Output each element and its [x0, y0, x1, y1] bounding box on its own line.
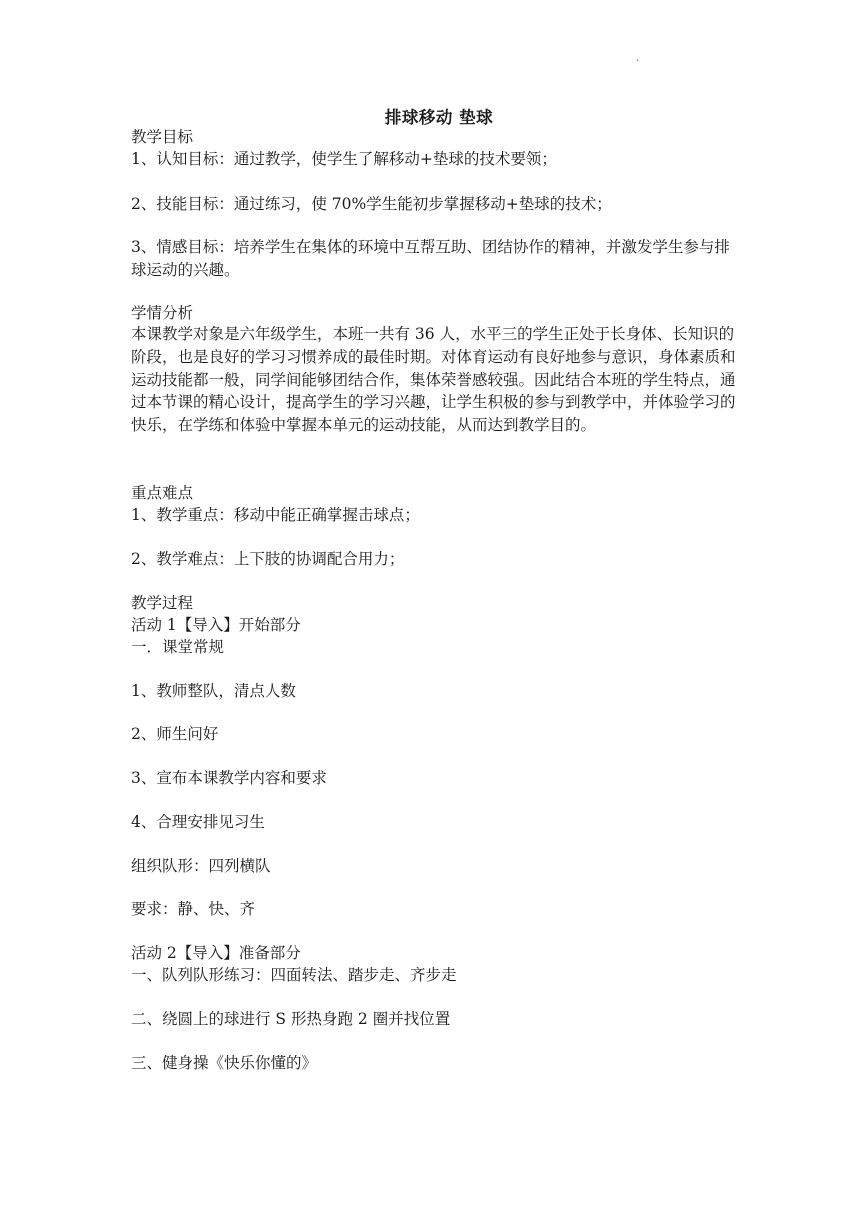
activity1-item: 3、宣布本课教学内容和要求 [131, 769, 327, 787]
key-point-difficulty: 2、教学难点：上下肢的协调配合用力； [131, 550, 405, 568]
activity1-item: 4、合理安排见习生 [131, 813, 265, 831]
activity1-requirement: 要求：静、快、齐 [131, 900, 256, 918]
objective-skill: 2、技能目标：通过练习，使 70%学生能初步掌握移动+垫球的技术； [131, 195, 612, 213]
activity1-item: 2、师生问好 [131, 725, 219, 743]
activity2-item: 三、健身操《快乐你懂的》 [131, 1054, 318, 1072]
document-title: 排球移动 垫球 [384, 108, 494, 127]
activity1-section: 一．课堂常规 [131, 638, 225, 656]
process-heading: 教学过程 [131, 594, 194, 612]
objective-cognitive: 1、认知目标：通过教学，使学生了解移动+垫球的技术要领； [131, 150, 557, 168]
analysis-text: 本课教学对象是六年级学生，本班一共有 36 人，水平三的学生正处于长身体、长知识的阶段，也是良好的学习习惯养成的最佳时期。对体育运动有良好地参与意识，身体素质和运动技能都一般，同学间能够团结合作，集体荣誉感较强。因此结合本班的学生特点，通过本节课的精心设计，提高学生的学习兴趣，让学生积极的参与到教学中，并体验学习的快乐，在学练和体验中掌握本单元的运动技能，从而达到教学目的。 [131, 325, 736, 435]
key-points-heading: 重点难点 [131, 484, 194, 502]
activity1-item: 1、教师整队，清点人数 [131, 682, 296, 700]
activity2-title: 活动 2【导入】准备部分 [131, 944, 301, 962]
header-mark: · [636, 56, 640, 67]
activity2-item: 二、绕圆上的球进行 S 形热身跑 2 圈并找位置 [131, 1010, 451, 1028]
activity1-formation: 组织队形：四列横队 [131, 857, 271, 875]
objective-affective: 3、情感目标：培养学生在集体的环境中互帮互助、团结协作的精神，并激发学生参与排球运动的兴趣。 [131, 238, 730, 279]
key-point-focus: 1、教学重点：移动中能正确掌握击球点； [131, 506, 420, 524]
objectives-heading: 教学目标 [131, 128, 194, 146]
activity1-title: 活动 1【导入】开始部分 [131, 616, 301, 634]
analysis-heading: 学情分析 [131, 304, 194, 322]
activity2-item: 一、队列队形练习：四面转法、踏步走、齐步走 [131, 966, 457, 984]
